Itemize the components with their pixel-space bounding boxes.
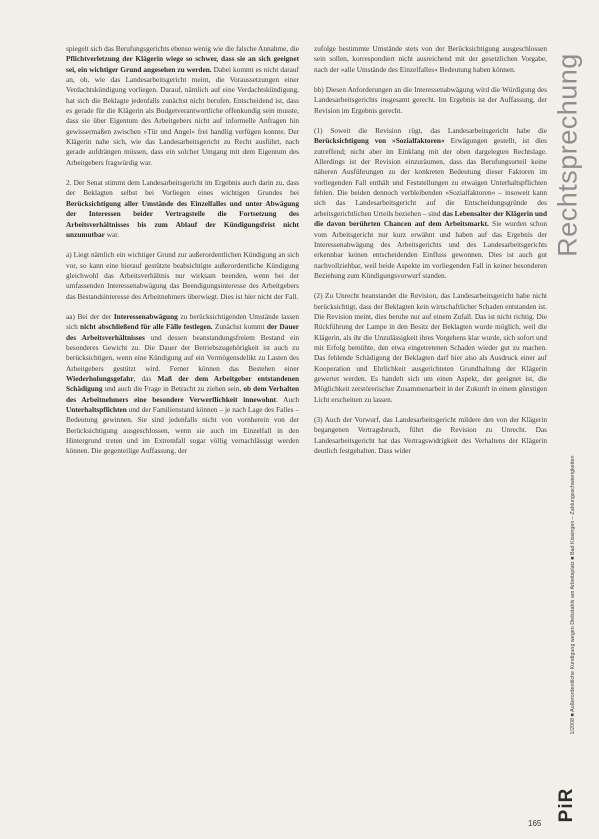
bold-text: Unterhaltspflichten xyxy=(66,405,127,414)
paragraph xyxy=(314,85,547,116)
text-run: bb) Diesen Anforderungen an die Interessenabwägung wird die Würdigung des Landesarbeitsgerichts insgesamt gerecht. Im Ergebnis ist der Auffassung, der Revision im Ergebnis gerecht. xyxy=(314,85,547,115)
journal-logo xyxy=(552,787,582,823)
text-run: und der Familienstand können – je nach Lage des Falles – Bedeutung gewinnen. Sie sind jedenfalls nicht von vornherein von der Berücksichtigung ausgeschlossen, wenn sie auch im Einzelfall in den Hintergrund treten und im Extremfall sogar völlig vernachlässigt werden können. Die gegenteilige Auffassung, der xyxy=(66,405,299,456)
bold-text: der Dauer des Arbeitsverhältnisses xyxy=(66,322,299,342)
journal-logo-text: PiR xyxy=(556,787,577,823)
bold-text: Wiederholungsgefahr xyxy=(66,373,134,383)
text-run: Zunächst kommt xyxy=(212,322,267,332)
text-run: Sie wurden schon vom Arbeitsgericht nur kurz erwähnt und haben auf das Ergebnis der Interessenabwägung des Arbeitsgerichts und des Landesarbeitsgerichts erkennbar keinen entscheidenden Einfluss gewonnen. Dies ist auch gut nachvollziehbar, weil beide Aspekte im vorliegenden Fall in keiner besonderen Beziehung zum Kündigungsvorwurf standen. xyxy=(314,219,547,280)
bold-text: Pflichtverletzung der Klägerin wiege so schwer, dass sie an sich geeignet sei, ein wichtiger Grund angesehen zu werden. xyxy=(66,54,299,74)
text-run: zufolge bestimmte Umstände stets von der Berücksichtigung ausgeschlossen sein sollen, korrespondiert nicht ausreichend mit der gesetzlichen Vorgabe, nach der »alle Umstände des Einzelfalles« Bedeutung haben können. xyxy=(314,44,547,74)
paragraph xyxy=(314,415,547,456)
text-run: war. xyxy=(104,229,120,239)
paragraph xyxy=(66,312,299,457)
bold-text: Maß der dem Arbeitgeber entstandenen Schädigung xyxy=(66,373,299,394)
text-run: (1) Soweit die Revision rügt, das Landesarbeitsgericht habe die xyxy=(314,126,547,136)
bold-text: Berücksichtigung aller Umstände des Einzelfalles und unter Abwägung der Interessen beider Vertragsteile die Fortsetzung des Arbeitsverhältnisses bis zum Ablauf der Kündigungsfrist nicht unzumutbar xyxy=(66,198,299,239)
text-run: , das xyxy=(133,373,158,383)
bold-text: Berücksichtigung von »Sozialfaktoren« xyxy=(314,136,445,146)
paragraph xyxy=(314,126,547,281)
text-run: a) Liegt nämlich ein wichtiger Grund zur außerordentlichen Kündigung an sich vor, so kann eine hierauf gestützte beabsichtigte außerordentliche Kündigung gleichwohl das Arbeitsverhältnis nur wirksam beenden, wenn bei der umfassenden Interessenabwägung das Beendigungsinteresse des Arbeitgebers das Bestandsinteresse des Arbeitnehmers überwiegt. Dies ist hier nicht der Fall. xyxy=(66,250,299,301)
bold-text: ob dem Verhalten des Arbeitnehmers eine besondere Verwerflichkeit innewohnt xyxy=(66,384,300,404)
text-run: und dessen beanstandungsfreiem Bestand ein besonderes Gewicht zu. Die Dauer der Betriebszugehörigkeit ist auch zu berücksichtigen, wenn eine Kündigung auf ein Vermögensdelikt zu Lasten des Arbeitgebers gestützt wird. Ferner können das Bestehen einer xyxy=(66,332,299,373)
section-title: Rechtsprechung xyxy=(552,53,583,257)
text-run: (3) Auch der Vorwurf, das Landesarbeitsgericht mildere den von der Klägerin begangenen Vertragsbruch, führt die Revision zu Unrecht. Das Landesarbeitsgericht hat das Vertragswidrigkeit des Verhaltens der Klägerin deutlich festgehalten. Dass wider xyxy=(314,415,547,456)
text-run: spiegelt sich das Berufungsgerichts ebenso wenig wie die falsche Annahme, die xyxy=(66,44,299,53)
text-run: Erwägungen gestellt, ist dies zutreffend; nicht aber im Einklang mit der oben dargelegten Rechtslage. Allerdings ist der Revision einzuräumen, dass das Berufungsurteil keine näheren Ausführungen zu der konkreten Bedeutung dieser Faktoren im vorliegenden Fall enthält und Feststellungen zu etwaigen Unterhaltspflichten fehlen. Die beiden dennoch verbleibenden »Sozialfaktoren« – insoweit kann sich das Landesarbeitsgericht auf die Entscheidungsgründe des arbeitsgerichtlichen Urteils beziehen – sind xyxy=(314,136,547,218)
left-text-column xyxy=(66,44,299,467)
text-run: Dabei kommt es nicht darauf an, ob, wie das Landesarbeitsgericht meint, die Voraussetzungen einer Verdachtskündigung vorliegen. Darauf, nämlich auf eine Verdachtskündigung, hat sich die Beklagte jedenfalls zunächst nicht berufen. Entscheidend ist, dass es gerade für die Klägerin als Budgetverantwortliche offenkundig sein musste, dass sie über Eigentum des Arbeitgebers nicht auf informelle Anfragen hin gewissermaßen zwischen »Tür und Angel« frei handlig verfügen konnte. Der Klägerin nahe sich, wie das Landesarbeitsgericht zu Recht ausführt, nach gerade aufdrängen müssen, dass ein solcher Umgang mit dem Eigentum des Arbeitgebers fragwürdig war. xyxy=(66,64,299,167)
paragraph xyxy=(314,291,547,405)
text-run: 2. Der Senat stimmt dem Landesarbeitsgericht im Ergebnis auch darin zu, dass der Beklagten selbst bei Vorliegen eines wichtigen Grundes bei xyxy=(66,178,299,198)
text-run: zu berücksichtigenden Umstände lassen sich xyxy=(66,311,299,332)
section-title-vertical xyxy=(548,45,588,265)
paragraph xyxy=(66,250,299,302)
right-text-column xyxy=(314,44,547,466)
bold-text: nicht abschließend für alle Fälle festlegen. xyxy=(80,322,213,332)
paragraph xyxy=(66,178,299,240)
bold-text: das Lebensalter der Klägerin und die davon berührten Chancen auf dem Arbeitsmarkt. xyxy=(314,208,548,229)
running-reference-vertical xyxy=(565,440,581,750)
page-number: 165 xyxy=(528,819,542,828)
paragraph xyxy=(314,44,547,75)
text-run: aa) Bei der der xyxy=(66,311,114,321)
running-reference: 1/2008 ■ Außerordentliche Kündigung wegen Diebstahls am Arbeitsplatz ■ Bad Kissingen – Zahlungsschwierigkeiten xyxy=(570,455,576,735)
paragraph xyxy=(66,44,299,168)
text-run: und auch die Frage in Betracht zu ziehen sein, xyxy=(102,384,244,394)
bold-text: Interessenabwägung xyxy=(113,311,178,321)
text-run: . Auch xyxy=(276,394,299,404)
text-run: (2) Zu Unrecht beanstandet die Revision, das Landesarbeitsgericht habe nicht berücksichtigt, dass der Beklagten kein wirtschaftlicher Schaden entstanden ist. Die Revision meint, dies beruhe nur auf einem Zufall. Das ist nicht richtig. Die Rückführung der Lampe in den Besitz der Beklagten wurde möglich, weil die Klägerin, als ihr die Unzulässigkeit ihres Vorgehens klar wurde, sich sofort und mit Erfolg bemühte, den etwa eingetretenen Schaden wieder gut zu machen. Das fehlende Schädigung der Beklagten darf hier also als Ausdruck einer auf Kooperation und Ehrlichkeit ausgerichteten Grundhaltung der Klägerin gewertet werden. Es handelt sich um einen Aspekt, der geeignet ist, die Möglichkeit zerstörerischer Zusammenarbeit in der Zukunft in einem günstigen Licht erscheinen zu lassen. xyxy=(314,291,547,404)
